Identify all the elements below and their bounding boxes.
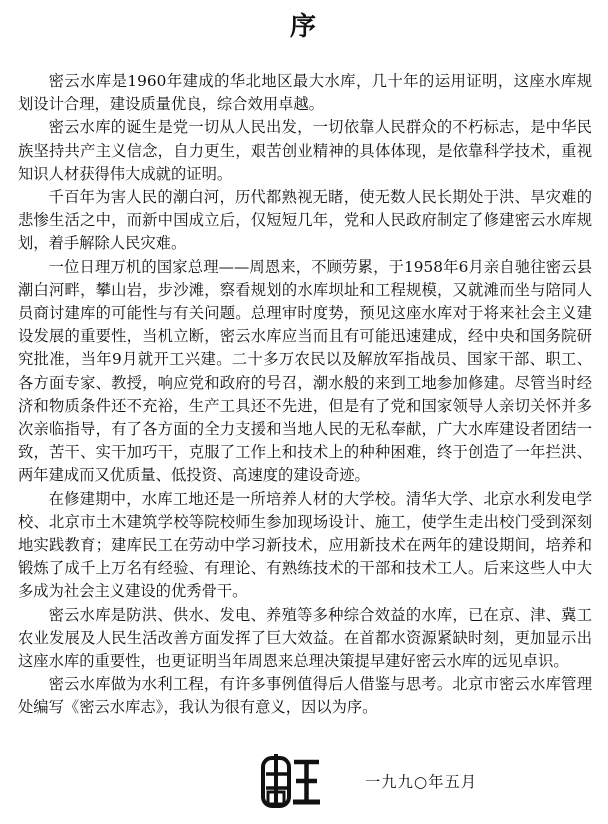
paragraph-4: 一位日理万机的国家总理——周恩来，不顾劳累，于1958年6月亲自驰往密云县潮白河畔，攀山岩，步沙滩，察看规划的水库坝址和工程规模，又就滩而坐与陪同人员商讨建库的可能性与有关问题。总理审时度势，预见这座水库对于将来社会主义建设发展的重要性，当机立断，密云水库应当而且有可能迅速建成，经中央和国务院研究批准，当年9月就开工兴建。二十多万农民以及解放军指战员、国家干部、职工、各方面专家、教授，响应党和政府的号召，潮水般的来到工地参加修建。尽管当时经济和物质条件还不充裕，生产工具还不先进，但是有了党和国家领导人亲切关怀并多次亲临指导，有了各方面的全力支援和当地人民的无私奉献，广大水库建设者团结一致，苦干、实干加巧干，克服了工作上和技术上的种种困难，终于创造了一年拦洪、两年建成而又优质量、低投资、高速度的建设奇迹。 xyxy=(18,257,592,485)
page-title: 序 xyxy=(289,12,318,42)
date-line: 一九九○年五月 xyxy=(365,773,478,791)
paragraph-1: 密云水库是1960年建成的华北地区最大水库，几十年的运用证明，这座水库规划设计合理，建设质量优良，综合效用卓越。 xyxy=(18,72,592,114)
paragraph-3: 千百年为害人民的潮白河，历代都熟视无睹，使无数人民长期处于洪、旱灾难的悲惨生活之中，而新中国成立后，仅短短几年，党和人民政府制定了修建密云水库规划，着手解除人民灾难。 xyxy=(18,188,592,253)
paragraph-6: 密云水库是防洪、供水、发电、养殖等多种综合效益的水库，已在京、津、冀工农业发展及人民生活改善方面发挥了巨大效益。在首都水资源紧缺时刻，更加显示出这座水库的重要性，也更证明当年周恩来总理决策提早建好密云水库的远见卓识。 xyxy=(18,605,592,671)
preface-body xyxy=(18,70,592,720)
paragraph-7: 密云水库做为水利工程，有许多事例值得后人借鉴与思考。北京市密云水库管理处编写《密云水库志》，我认为很有意义，因以为序。 xyxy=(18,675,592,717)
paragraph-2: 密云水库的诞生是党一切从人民出发，一切依靠人民群众的不朽标志，是中华民族坚持共产主义信念，自力更生，艰苦创业精神的具体体现，是依靠科学技术，重视知识人材获得伟大成就的证明。 xyxy=(18,118,592,183)
closing-block xyxy=(0,752,608,816)
paragraph-5: 在修建期中，水库工地还是一所培养人材的大学校。清华大学、北京水利发电学校、北京市土木建筑学校等院校师生参加现场设计、施工，使学生走出校门受到深刻地实践教育；建库民工在劳动中学习新技术，应用新技术在两年的建设期间，培养和锻炼了成千上万名有经验、有理论、有熟练技术的干部和技术工人。后来这些人中大多成为社会主义建设的优秀骨干。 xyxy=(18,489,592,601)
personal-seal-icon xyxy=(260,752,322,812)
